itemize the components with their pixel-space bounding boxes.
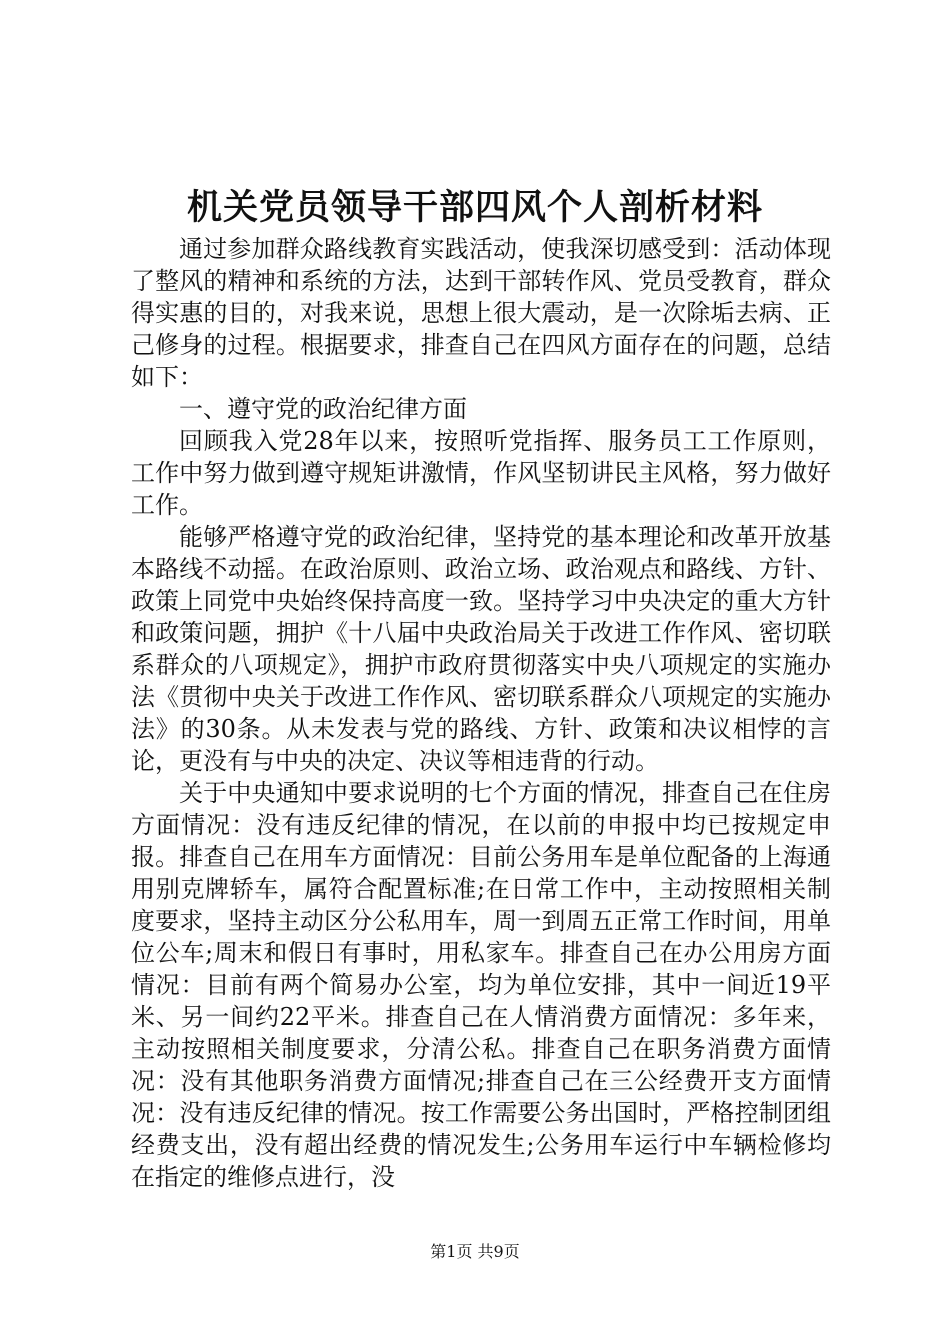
paragraph-seven-aspects: 关于中央通知中要求说明的七个方面的情况，排查自己在住房方面情况：没有违反纪律的情况，在以前的申报中均已按规定申报。排查自己在用车方面情况：目前公务用车是单位配备的上海通用别克牌轿车，属符合配置标准;在日常工作中，主动按照相关制度要求，坚持主动区分公私用车，周一到周五正常工作时间，用单位公车;周末和假日有事时，用私家车。排查自己在办公用房方面情况：目前有两个简易办公室，均为单位安排，其中一间近19平米、另一间约22平米。排查自己在人情消费方面情况：多年来，主动按照相关制度要求，分清公私。排查自己在职务消费方面情况：没有其他职务消费方面情况;排查自己在三公经费开支方面情况：没有违反纪律的情况。按工作需要公务出国时，严格控制团组经费支出，没有超出经费的情况发生;公务用车运行中车辆检修均在指定的维修点进行，没 <box>131 779 831 1191</box>
paragraph-discipline: 能够严格遵守党的政治纪律，坚持党的基本理论和改革开放基本路线不动摇。在政治原则、政治立场、政治观点和路线、方针、政策上同党中央始终保持高度一致。坚持学习中央决定的重大方针和政策问题，拥护《十八届中央政治局关于改进工作作风、密切联系群众的八项规定》，拥护市政府贯彻落实中央八项规定的实施办法《贯彻中央关于改进工作作风、密切联系群众八项规定的实施办法》的30条。从未发表与党的路线、方针、政策和决议相悖的言论，更没有与中央的决定、决议等相违背的行动。 <box>131 523 831 775</box>
section-heading: 一、遵守党的政治纪律方面 <box>179 395 467 423</box>
document-title: 机关党员领导干部四风个人剖析材料 <box>186 187 763 228</box>
paragraph-review: 回顾我入党28年以来，按照听党指挥、服务员工工作原则，工作中努力做到遵守规矩讲激情，作风坚韧讲民主风格，努力做好工作。 <box>131 427 831 519</box>
document-body <box>131 233 831 1193</box>
page-number-footer: 第1页 共9页 <box>430 1242 520 1261</box>
paragraph-intro: 通过参加群众路线教育实践活动，使我深切感受到：活动体现了整风的精神和系统的方法，达到干部转作风、党员受教育，群众得实惠的目的，对我来说，思想上很大震动，是一次除垢去病、正己修身的过程。根据要求，排查自己在四风方面存在的问题，总结如下： <box>131 235 831 391</box>
